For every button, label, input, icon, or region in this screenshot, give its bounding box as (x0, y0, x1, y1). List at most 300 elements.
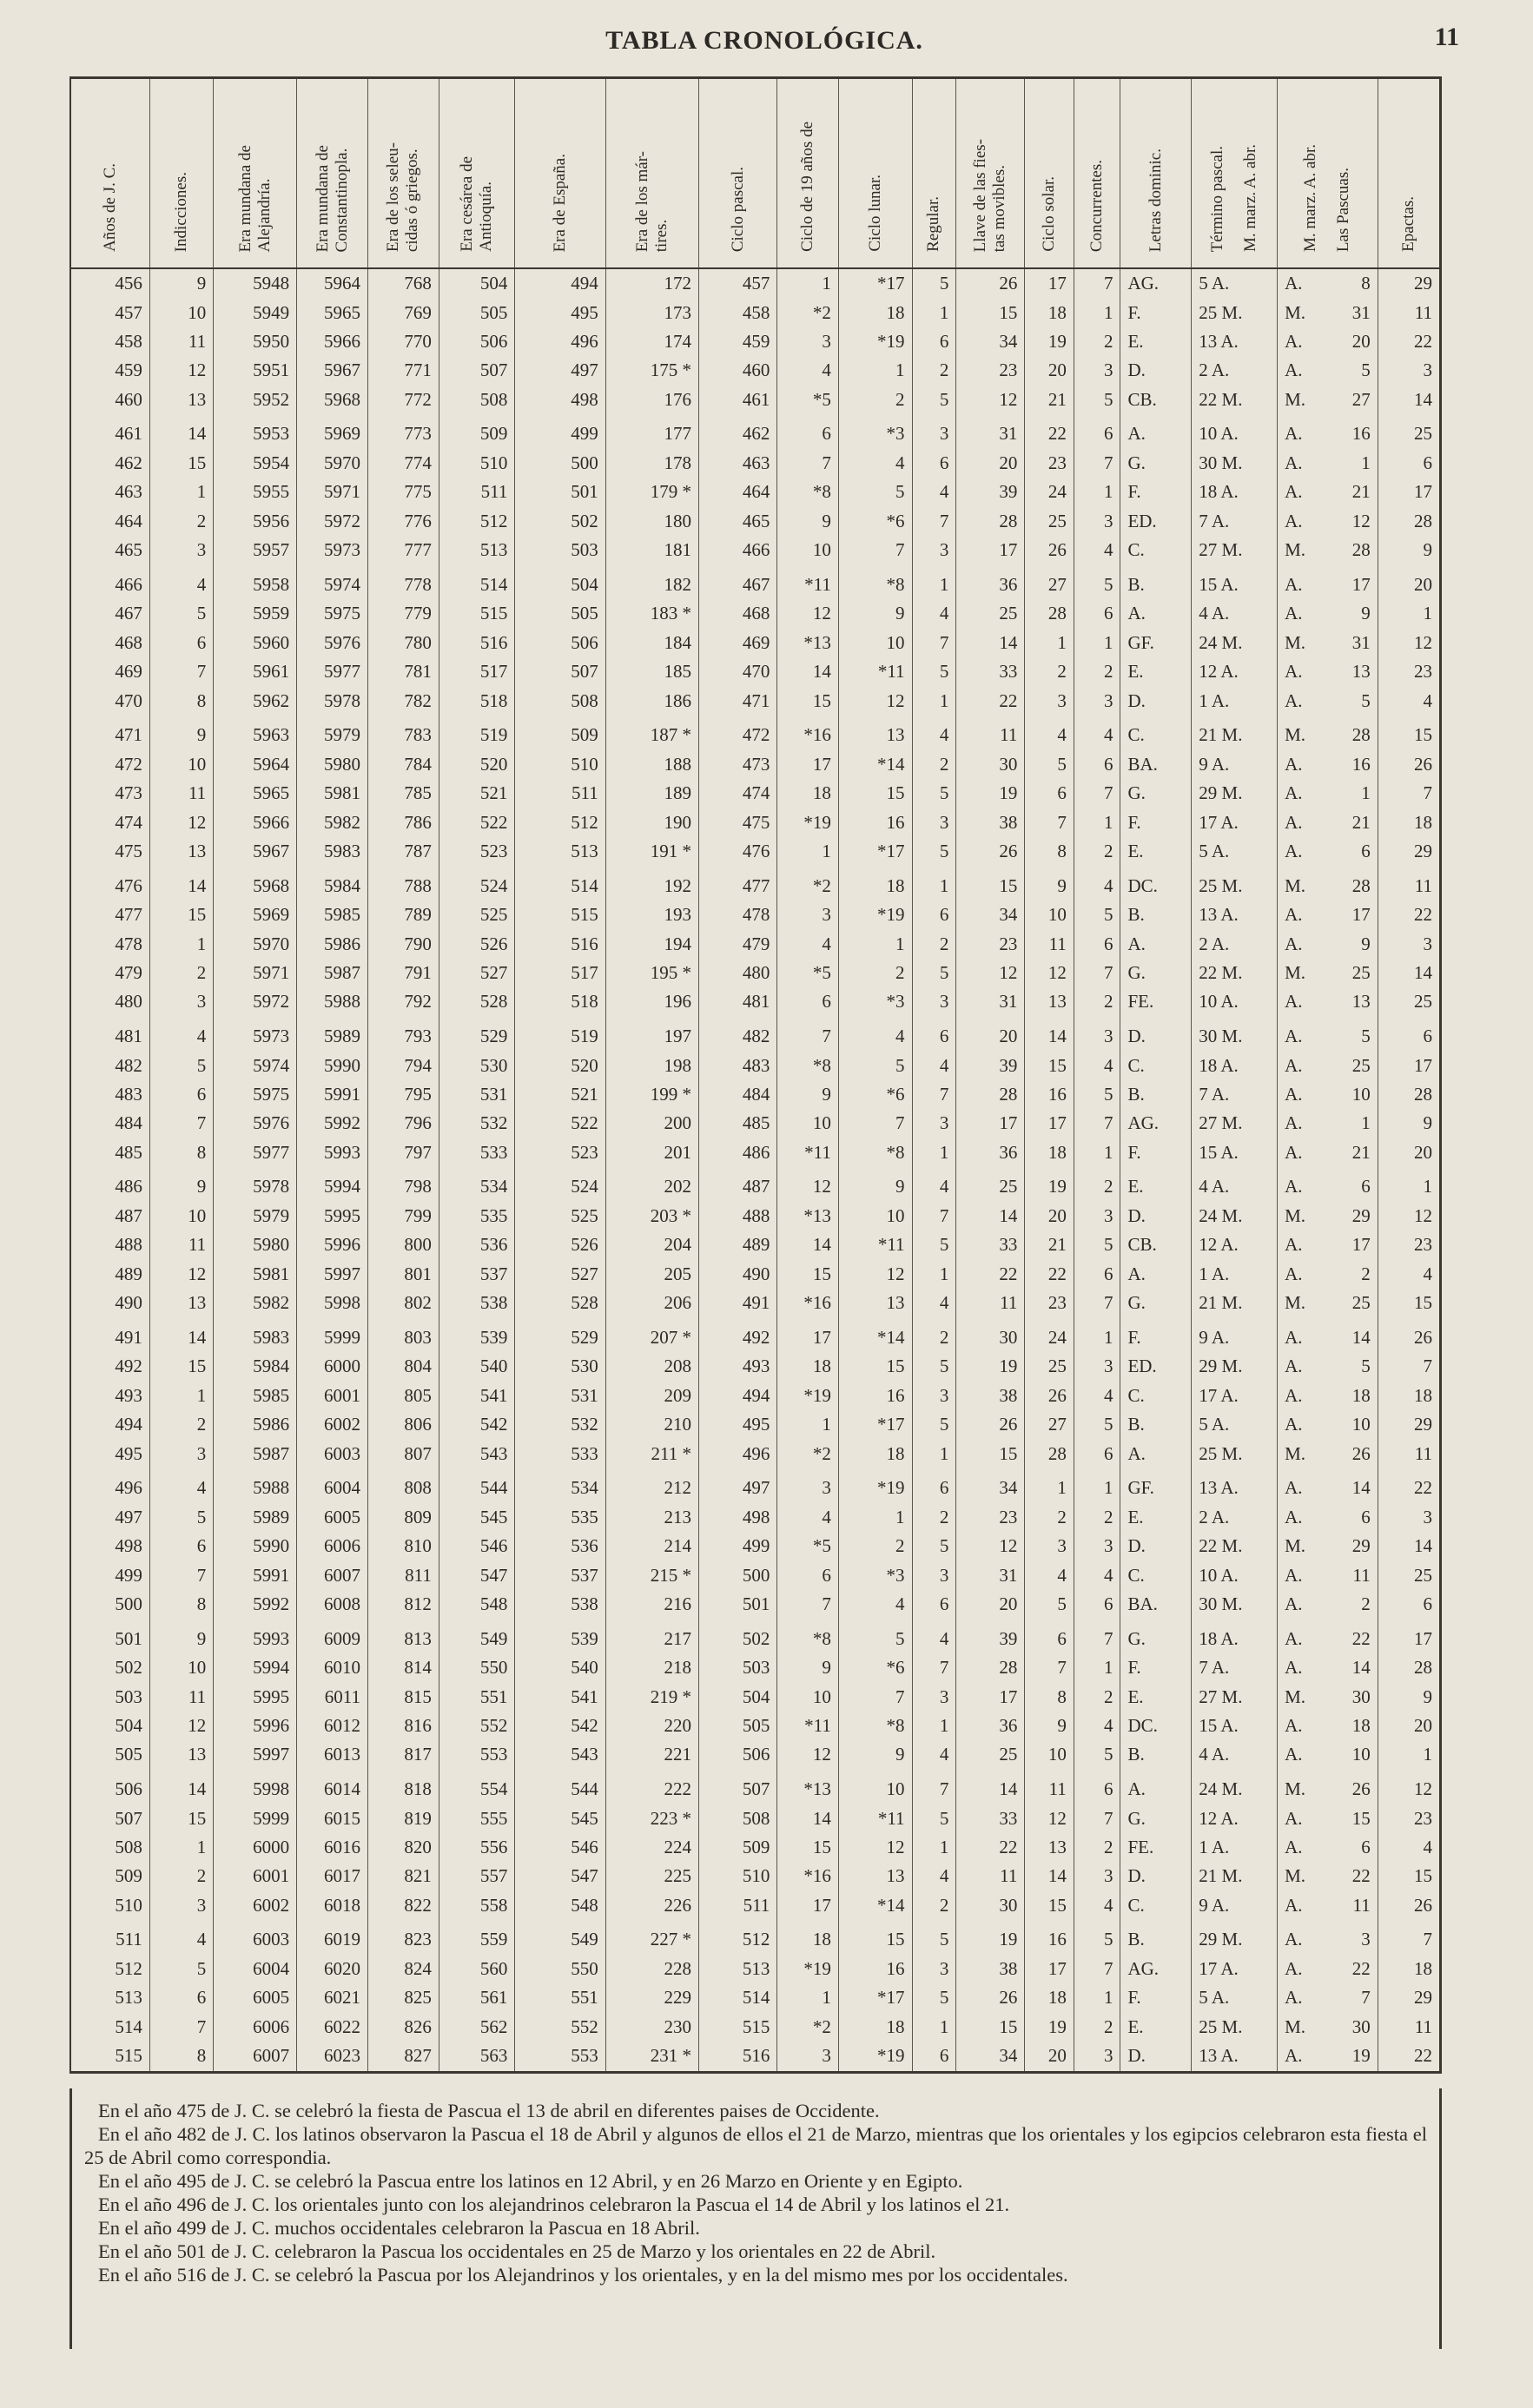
cell-era-spain: 517 (515, 959, 605, 987)
cell-era-spain: 543 (515, 1740, 605, 1769)
cell-era-martyrs: 194 (605, 929, 698, 958)
easter-day: 11 (1352, 1894, 1371, 1916)
cell-cycle-19: 6 (777, 987, 839, 1016)
cell-era-constantinople: 5964 (297, 268, 368, 298)
easter-month: A. (1285, 753, 1303, 775)
cell-year: 500 (115, 1593, 142, 1615)
cell-dominical-letter: C. (1120, 1051, 1192, 1079)
cell-era-seleucid: 824 (367, 1955, 439, 1983)
cell-era-constantinople: 5996 (297, 1230, 368, 1259)
cell-lunar-cycle: *11 (838, 657, 912, 686)
cell-concurrent: 4 (1074, 1712, 1120, 1740)
cell-era-martyrs: 196 (605, 987, 698, 1016)
cell-cycle-19: 9 (777, 507, 839, 536)
cell-era-alexandria: 5999 (214, 1804, 297, 1832)
cell-cycle-19: 17 (777, 750, 839, 779)
cell-cycle-19: 4 (777, 1503, 839, 1532)
easter-day: 28 (1351, 874, 1371, 896)
cell-paschal-term: 25 M. (1192, 1439, 1278, 1468)
header-era-constantinople: Era mundana de Constantinopla. (297, 79, 368, 268)
cell-era-martyrs: 176 (605, 386, 698, 414)
cell-era-constantinople: 6022 (297, 2013, 368, 2042)
cell-paschal-cycle: 504 (699, 1682, 777, 1711)
cell-indiction: 12 (149, 808, 213, 836)
cell-paschal-cycle: 488 (699, 1202, 777, 1230)
easter-month: A. (1285, 661, 1303, 683)
cell-paschal-cycle: 490 (699, 1260, 777, 1289)
cell-concurrent: 5 (1074, 386, 1120, 414)
cell-paschal-cycle: 491 (699, 1289, 777, 1317)
header-easters: M. marz. A. abr. Las Pascuas. (1278, 79, 1378, 268)
cell-concurrent: 1 (1074, 478, 1120, 506)
cell-paschal-term: 25 M. (1192, 2013, 1278, 2042)
cell-epact: 14 (1378, 386, 1439, 414)
easter-month: A. (1285, 1627, 1303, 1649)
easter-day: 25 (1351, 1292, 1371, 1314)
cell-cycle-19: 9 (777, 1080, 839, 1109)
cell-regular: 7 (912, 507, 956, 536)
cell-era-antioch: 529 (439, 1017, 515, 1052)
cell-era-antioch: 546 (439, 1532, 515, 1560)
table-row (71, 1740, 1439, 1769)
cell-era-seleucid: 806 (367, 1410, 439, 1439)
cell-era-constantinople: 5969 (297, 414, 368, 449)
cell-year: 499 (115, 1564, 142, 1586)
cell-indiction: 2 (149, 507, 213, 536)
cell-era-antioch: 562 (439, 2013, 515, 2042)
cell-concurrent: 5 (1074, 1920, 1120, 1955)
cell-concurrent: 1 (1074, 1653, 1120, 1682)
cell-solar-cycle: 28 (1025, 1439, 1074, 1468)
cell-solar-cycle: 14 (1025, 1017, 1074, 1052)
cell-regular: 1 (912, 1712, 956, 1740)
table-row (71, 1138, 1439, 1167)
cell-era-seleucid: 768 (367, 268, 439, 298)
cell-epact: 28 (1378, 507, 1439, 536)
cell-solar-cycle: 24 (1025, 478, 1074, 506)
cell-solar-cycle: 5 (1025, 1590, 1074, 1619)
cell-indiction: 10 (149, 1653, 213, 1682)
table-row (71, 2042, 1439, 2071)
cell-dominical-letter: D. (1120, 1532, 1192, 1560)
cell-paschal-cycle: 462 (699, 414, 777, 449)
table-row (71, 1955, 1439, 1983)
cell-easter (1278, 1770, 1378, 1804)
cell-epact: 15 (1378, 716, 1439, 750)
cell-era-antioch: 557 (439, 1862, 515, 1890)
cell-era-alexandria: 5959 (214, 599, 297, 628)
cell-paschal-cycle: 467 (699, 564, 777, 599)
cell-epact: 11 (1378, 1439, 1439, 1468)
cell-dominical-letter: ED. (1120, 1352, 1192, 1381)
cell-indiction: 9 (149, 1619, 213, 1653)
cell-era-alexandria: 6004 (214, 1955, 297, 1983)
cell-movable-key: 14 (956, 629, 1025, 657)
cell-concurrent: 1 (1074, 1468, 1120, 1503)
cell-epact: 29 (1378, 268, 1439, 298)
cell-paschal-cycle: 500 (699, 1560, 777, 1589)
cell-cycle-19: 3 (777, 1468, 839, 1503)
cell-indiction: 13 (149, 1289, 213, 1317)
header-cycle-19: Ciclo de 19 años de (777, 79, 839, 268)
cell-lunar-cycle: *17 (838, 1983, 912, 2012)
cell-year: 506 (115, 1778, 142, 1799)
easter-month: M. (1285, 724, 1305, 746)
footnote: En el año 475 de J. C. se celebró la fiesta de Pascua el 13 de abril en diferentes paises de Occidente. (98, 2100, 880, 2121)
cell-era-antioch: 528 (439, 987, 515, 1016)
cell-era-antioch: 510 (439, 449, 515, 478)
cell-epact: 1 (1378, 1167, 1439, 1202)
cell-cycle-19: 4 (777, 929, 839, 958)
cell-era-seleucid: 800 (367, 1230, 439, 1259)
cell-year: 508 (115, 1836, 142, 1857)
cell-cycle-19: 7 (777, 1590, 839, 1619)
cell-indiction: 11 (149, 779, 213, 808)
cell-dominical-letter: C. (1120, 1382, 1192, 1410)
cell-movable-key: 30 (956, 1891, 1025, 1920)
cell-solar-cycle: 15 (1025, 1891, 1074, 1920)
cell-solar-cycle: 21 (1025, 1230, 1074, 1259)
page-title: TABLA CRONOLÓGICA. (605, 26, 923, 55)
cell-paschal-term: 29 M. (1192, 779, 1278, 808)
cell-epact: 28 (1378, 1653, 1439, 1682)
header-solar-cycle: Ciclo solar. (1025, 79, 1074, 268)
table-row (71, 686, 1439, 715)
cell-era-constantinople: 5994 (297, 1167, 368, 1202)
cell-paschal-term: 13 A. (1192, 2042, 1278, 2071)
cell-era-constantinople: 5998 (297, 1289, 368, 1317)
cell-era-seleucid: 814 (367, 1653, 439, 1682)
cell-solar-cycle: 20 (1025, 1202, 1074, 1230)
cell-era-constantinople: 5977 (297, 657, 368, 686)
cell-era-antioch: 526 (439, 929, 515, 958)
header-movable-key: Llave de las fies- tas movibles. (956, 79, 1025, 268)
cell-solar-cycle: 3 (1025, 686, 1074, 715)
cell-regular: 7 (912, 629, 956, 657)
easter-month: A. (1285, 1054, 1303, 1076)
header-paschal-term: Término pascal. M. marz. A. abr. (1192, 79, 1278, 268)
cell-paschal-cycle: 468 (699, 599, 777, 628)
cell-solar-cycle: 20 (1025, 2042, 1074, 2071)
table-row (71, 1862, 1439, 1890)
cell-paschal-cycle: 503 (699, 1653, 777, 1682)
cell-indiction: 7 (149, 657, 213, 686)
cell-lunar-cycle: *3 (838, 1560, 912, 1589)
cell-paschal-term: 13 A. (1192, 1468, 1278, 1503)
cell-regular: 5 (912, 959, 956, 987)
cell-movable-key: 22 (956, 1260, 1025, 1289)
cell-indiction: 8 (149, 1138, 213, 1167)
cell-concurrent: 7 (1074, 1804, 1120, 1832)
cell-paschal-cycle: 465 (699, 507, 777, 536)
cell-movable-key: 26 (956, 837, 1025, 866)
cell-era-seleucid: 815 (367, 1682, 439, 1711)
cell-era-antioch: 563 (439, 2042, 515, 2071)
cell-paschal-term: 17 A. (1192, 1955, 1278, 1983)
cell-paschal-cycle: 489 (699, 1230, 777, 1259)
cell-lunar-cycle: 10 (838, 1770, 912, 1804)
easter-day: 15 (1351, 1807, 1371, 1829)
cell-solar-cycle: 18 (1025, 1983, 1074, 2012)
cell-solar-cycle: 15 (1025, 1051, 1074, 1079)
cell-era-alexandria: 5978 (214, 1167, 297, 1202)
cell-movable-key: 39 (956, 1051, 1025, 1079)
cell-cycle-19: *8 (777, 478, 839, 506)
cell-era-constantinople: 6006 (297, 1532, 368, 1560)
cell-era-antioch: 514 (439, 564, 515, 599)
cell-movable-key: 30 (956, 1317, 1025, 1352)
cell-era-seleucid: 798 (367, 1167, 439, 1202)
cell-paschal-cycle: 457 (699, 268, 777, 298)
easter-day: 22 (1351, 1627, 1371, 1649)
cell-concurrent: 7 (1074, 959, 1120, 987)
cell-indiction: 14 (149, 414, 213, 449)
cell-movable-key: 12 (956, 959, 1025, 987)
cell-solar-cycle: 27 (1025, 1410, 1074, 1439)
cell-year: 468 (115, 631, 142, 653)
cell-paschal-cycle: 510 (699, 1862, 777, 1890)
cell-era-seleucid: 810 (367, 1532, 439, 1560)
cell-easter (1278, 1804, 1378, 1832)
cell-indiction: 10 (149, 298, 213, 327)
cell-easter (1278, 599, 1378, 628)
cell-indiction: 2 (149, 959, 213, 987)
cell-era-spain: 503 (515, 536, 605, 564)
cell-epact: 20 (1378, 564, 1439, 599)
cell-regular: 4 (912, 599, 956, 628)
cell-epact: 3 (1378, 929, 1439, 958)
cell-concurrent: 7 (1074, 1289, 1120, 1317)
cell-era-spain: 545 (515, 1804, 605, 1832)
cell-concurrent: 1 (1074, 808, 1120, 836)
cell-easter (1278, 1862, 1378, 1890)
cell-concurrent: 2 (1074, 657, 1120, 686)
cell-lunar-cycle: *19 (838, 901, 912, 929)
cell-easter (1278, 356, 1378, 385)
cell-easter (1278, 1260, 1378, 1289)
cell-paschal-term: 17 A. (1192, 1382, 1278, 1410)
cell-solar-cycle: 13 (1025, 987, 1074, 1016)
cell-year: 461 (115, 423, 142, 445)
cell-cycle-19: 12 (777, 1740, 839, 1769)
cell-era-seleucid: 808 (367, 1468, 439, 1503)
cell-dominical-letter: E. (1120, 1503, 1192, 1532)
cell-paschal-term: 27 M. (1192, 1682, 1278, 1711)
footnote: En el año 516 de J. C. se celebró la Pascua por los Alejandrinos y los orientales, y en la del mismo mes por los occidentales. (98, 2264, 1068, 2286)
cell-year: 491 (115, 1326, 142, 1348)
table-row (71, 657, 1439, 686)
cell-concurrent: 1 (1074, 629, 1120, 657)
cell-paschal-term: 24 M. (1192, 1202, 1278, 1230)
cell-paschal-cycle: 512 (699, 1920, 777, 1955)
cell-cycle-19: *5 (777, 386, 839, 414)
cell-dominical-letter: GF. (1120, 1468, 1192, 1503)
cell-era-antioch: 525 (439, 901, 515, 929)
cell-paschal-cycle: 507 (699, 1770, 777, 1804)
cell-paschal-cycle: 498 (699, 1503, 777, 1532)
easter-month: A. (1285, 1112, 1303, 1134)
cell-lunar-cycle: 10 (838, 1202, 912, 1230)
cell-era-constantinople: 6007 (297, 1560, 368, 1589)
table-row (71, 750, 1439, 779)
cell-concurrent: 2 (1074, 987, 1120, 1016)
cell-era-seleucid: 796 (367, 1109, 439, 1138)
cell-easter (1278, 1833, 1378, 1862)
cell-movable-key: 34 (956, 901, 1025, 929)
easter-day: 6 (1361, 1836, 1371, 1857)
easter-month: A. (1285, 1384, 1303, 1406)
header-concurrents: Concurrentes. (1074, 79, 1120, 268)
cell-paschal-cycle: 509 (699, 1833, 777, 1862)
cell-movable-key: 31 (956, 987, 1025, 1016)
cell-easter (1278, 414, 1378, 449)
cell-era-martyrs: 199 * (605, 1080, 698, 1109)
cell-era-alexandria: 5952 (214, 386, 297, 414)
cell-lunar-cycle: *6 (838, 1653, 912, 1682)
cell-cycle-19: 1 (777, 268, 839, 298)
cell-regular: 4 (912, 1289, 956, 1317)
cell-cycle-19: *19 (777, 1382, 839, 1410)
cell-era-martyrs: 201 (605, 1138, 698, 1167)
chronology-table-frame (69, 76, 1442, 2074)
cell-year: 463 (115, 481, 142, 503)
cell-paschal-term: 7 A. (1192, 507, 1278, 536)
cell-indiction: 3 (149, 1891, 213, 1920)
cell-dominical-letter: B. (1120, 564, 1192, 599)
cell-paschal-term: 10 A. (1192, 1560, 1278, 1589)
cell-easter (1278, 901, 1378, 929)
table-row (71, 1167, 1439, 1202)
table-row (71, 414, 1439, 449)
cell-era-spain: 506 (515, 629, 605, 657)
cell-dominical-letter: A. (1120, 1260, 1192, 1289)
cell-epact: 22 (1378, 1468, 1439, 1503)
cell-year: 492 (115, 1356, 142, 1377)
cell-era-alexandria: 5966 (214, 808, 297, 836)
cell-epact: 29 (1378, 1410, 1439, 1439)
cell-era-seleucid: 795 (367, 1080, 439, 1109)
easter-month: A. (1285, 1084, 1303, 1105)
cell-era-constantinople: 6005 (297, 1503, 368, 1532)
table-row (71, 1468, 1439, 1503)
cell-lunar-cycle: 15 (838, 779, 912, 808)
cell-year: 481 (115, 1026, 142, 1047)
cell-paschal-cycle: 464 (699, 478, 777, 506)
cell-cycle-19: 14 (777, 1230, 839, 1259)
cell-cycle-19: *11 (777, 1712, 839, 1740)
cell-epact: 18 (1378, 808, 1439, 836)
cell-era-alexandria: 5980 (214, 1230, 297, 1259)
cell-dominical-letter: D. (1120, 356, 1192, 385)
table-row (71, 959, 1439, 987)
cell-epact: 11 (1378, 2013, 1439, 2042)
cell-era-spain: 527 (515, 1260, 605, 1289)
cell-era-spain: 552 (515, 2013, 605, 2042)
cell-era-spain: 510 (515, 750, 605, 779)
easter-day: 26 (1351, 1778, 1371, 1799)
cell-year: 504 (115, 1715, 142, 1736)
cell-movable-key: 33 (956, 1230, 1025, 1259)
easter-month: M. (1285, 539, 1305, 561)
cell-epact: 23 (1378, 1804, 1439, 1832)
cell-solar-cycle: 7 (1025, 808, 1074, 836)
cell-indiction: 8 (149, 1590, 213, 1619)
cell-paschal-term: 18 A. (1192, 1051, 1278, 1079)
cell-indiction: 5 (149, 1955, 213, 1983)
easter-day: 10 (1351, 1414, 1371, 1435)
cell-paschal-term: 2 A. (1192, 356, 1278, 385)
cell-lunar-cycle: 16 (838, 1955, 912, 1983)
cell-era-martyrs: 180 (605, 507, 698, 536)
cell-regular: 1 (912, 686, 956, 715)
cell-epact: 7 (1378, 1920, 1439, 1955)
cell-era-antioch: 558 (439, 1891, 515, 1920)
cell-regular: 6 (912, 1468, 956, 1503)
cell-cycle-19: 12 (777, 1167, 839, 1202)
cell-year: 505 (115, 1744, 142, 1765)
cell-indiction: 13 (149, 386, 213, 414)
cell-cycle-19: *2 (777, 866, 839, 901)
cell-easter (1278, 1590, 1378, 1619)
cell-era-alexandria: 5963 (214, 716, 297, 750)
cell-epact: 17 (1378, 1051, 1439, 1079)
easter-day: 21 (1351, 1141, 1371, 1163)
cell-easter (1278, 1983, 1378, 2012)
easter-day: 5 (1361, 1356, 1371, 1377)
cell-era-alexandria: 5982 (214, 1289, 297, 1317)
cell-era-martyrs: 184 (605, 629, 698, 657)
cell-movable-key: 11 (956, 716, 1025, 750)
cell-regular: 3 (912, 987, 956, 1016)
cell-paschal-term: 1 A. (1192, 1833, 1278, 1862)
cell-era-antioch: 549 (439, 1619, 515, 1653)
cell-era-constantinople: 5974 (297, 564, 368, 599)
cell-indiction: 4 (149, 1017, 213, 1052)
cell-regular: 4 (912, 1862, 956, 1890)
cell-era-spain: 508 (515, 686, 605, 715)
cell-concurrent: 5 (1074, 1740, 1120, 1769)
cell-era-alexandria: 5984 (214, 1352, 297, 1381)
cell-era-constantinople: 5990 (297, 1051, 368, 1079)
cell-paschal-term: 2 A. (1192, 1503, 1278, 1532)
table-row (71, 716, 1439, 750)
cell-era-alexandria: 5976 (214, 1109, 297, 1138)
cell-concurrent: 3 (1074, 1017, 1120, 1052)
cell-concurrent: 6 (1074, 414, 1120, 449)
cell-year: 501 (115, 1627, 142, 1649)
cell-easter (1278, 1382, 1378, 1410)
cell-era-antioch: 535 (439, 1202, 515, 1230)
cell-era-spain: 533 (515, 1439, 605, 1468)
cell-cycle-19: 18 (777, 1352, 839, 1381)
cell-indiction: 15 (149, 901, 213, 929)
cell-paschal-term: 2 A. (1192, 929, 1278, 958)
cell-lunar-cycle: *19 (838, 327, 912, 356)
cell-indiction: 13 (149, 1740, 213, 1769)
table-row (71, 1983, 1439, 2012)
cell-indiction: 4 (149, 564, 213, 599)
table-row (71, 1503, 1439, 1532)
cell-era-antioch: 538 (439, 1289, 515, 1317)
cell-paschal-cycle: 486 (699, 1138, 777, 1167)
cell-era-seleucid: 803 (367, 1317, 439, 1352)
cell-lunar-cycle: 12 (838, 686, 912, 715)
cell-paschal-cycle: 501 (699, 1590, 777, 1619)
cell-regular: 1 (912, 866, 956, 901)
cell-dominical-letter: D. (1120, 1862, 1192, 1890)
cell-epact: 6 (1378, 1590, 1439, 1619)
cell-regular: 2 (912, 1503, 956, 1532)
